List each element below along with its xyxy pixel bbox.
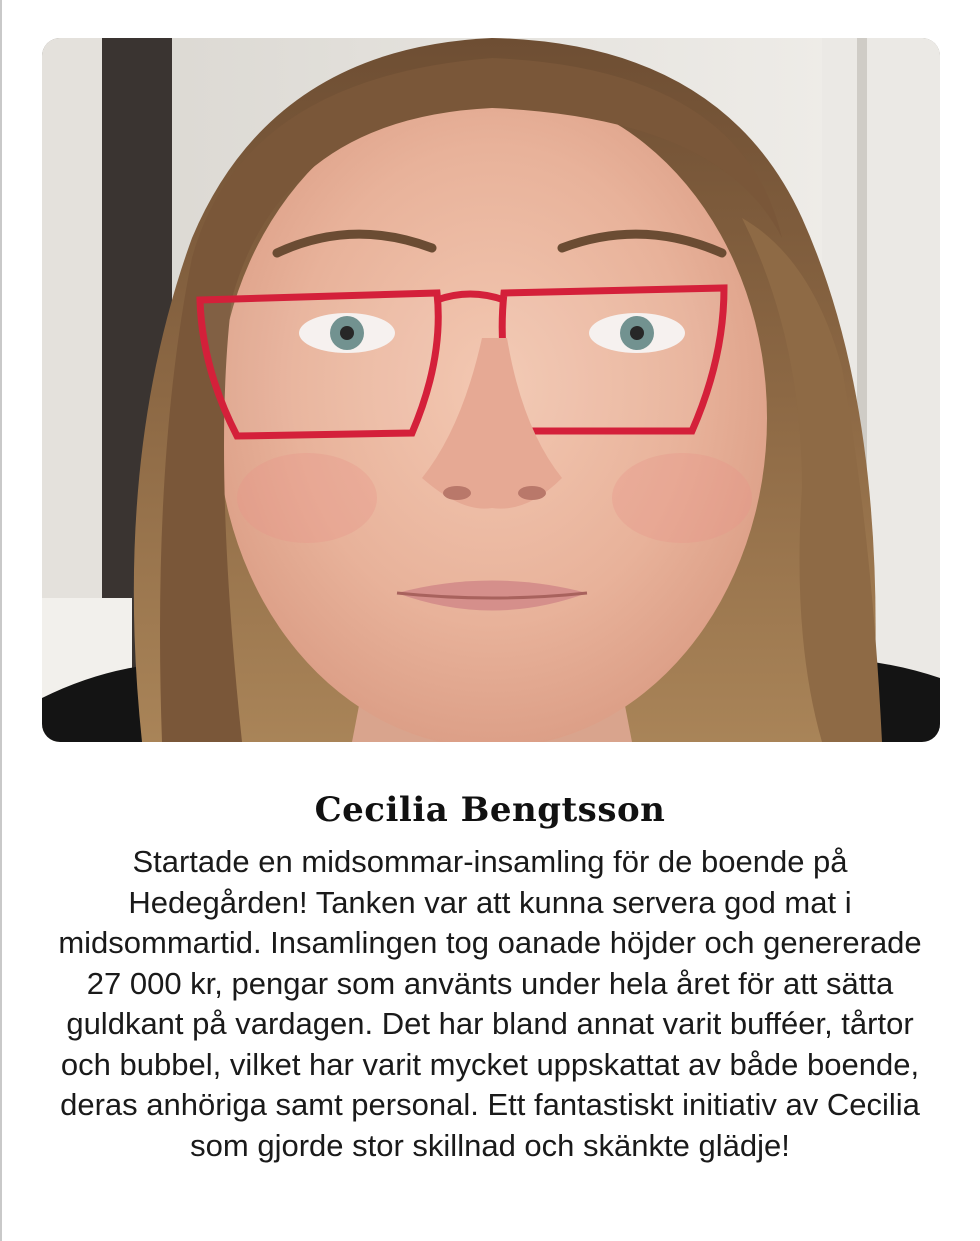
portrait-illustration (42, 38, 940, 742)
person-description: Startade en midsommar-insamling för de boende på Hedegården! Tanken var att kunna servera god mat i midsommartid. Insamlingen tog oanade höjder och genererade 27 000 kr, pengar som använts under hela året för att sätta guldkant på vardagen. Det har bland annat varit bufféer, tårtor och bubbel, vilket har varit mycket uppskattat av både boende, deras anhöriga samt personal. Ett fantastiskt initiativ av Cecilia som gjorde stor skillnad och skänkte glädje! (58, 844, 922, 1163)
right-nostril (518, 486, 546, 500)
portrait-photo (42, 38, 940, 742)
left-nostril (443, 486, 471, 500)
left-cheek (237, 453, 377, 543)
glasses-right-lens (502, 288, 724, 431)
person-name: Cecilia Bengtsson (314, 790, 666, 830)
glasses-left-lens (200, 293, 438, 436)
page-edge-rule (0, 0, 2, 1241)
right-cheek (612, 453, 752, 543)
